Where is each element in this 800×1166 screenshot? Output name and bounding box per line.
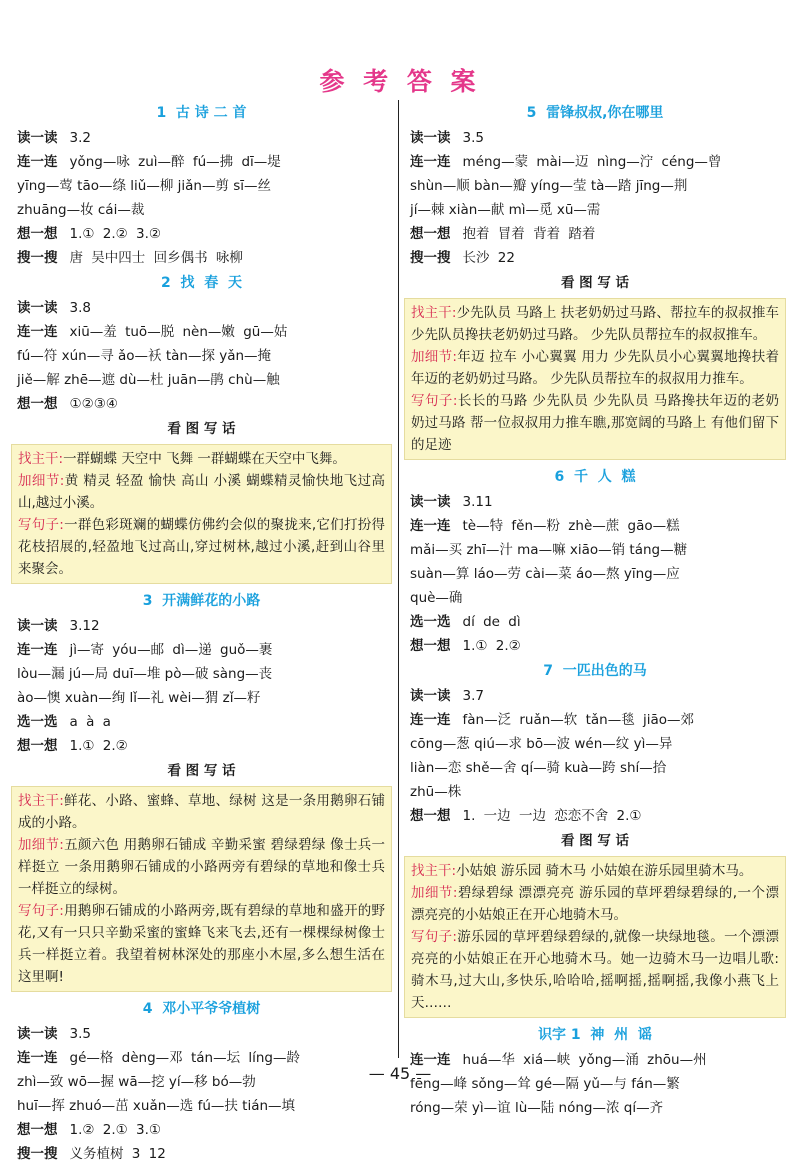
answer-paragraph: 写句子:游乐园的草坪碧绿碧绿的,就像一块绿地毯。一个漂漂亮亮的小姑娘正在开心地骑木马。她一边骑木马一边唱儿歌:骑木马,过大山,多快乐,哈哈哈,摇啊摇,摇啊摇,我像小燕飞上天…… <box>411 929 779 1011</box>
page-title: 参 考 答 案 <box>319 67 481 96</box>
souyisou-row: 搜一搜 唐 吴中四士 回乡偶书 咏柳 <box>17 250 243 266</box>
xuanyixuan-row: 选一选 a à a <box>17 714 111 730</box>
answer-paragraph: 写句子:一群色彩斑斓的蝴蝶仿佛约会似的聚拢来,它们打扮得花枝招展的,轻盈地飞过高山,穿过树林,越过小溪,赶到山谷里来聚会。 <box>18 517 385 577</box>
duyidu-row: 读一读 3.8 <box>17 300 91 316</box>
left-column <box>11 100 392 1166</box>
duyidu-row: 读一读 3.2 <box>17 130 91 146</box>
write-title: 看 图 写 话 <box>560 833 630 849</box>
writing-answer-box <box>11 786 392 992</box>
xiangyixiang-row: 想一想 1.② 2.① 3.① <box>17 1122 162 1138</box>
writing-answer-box <box>404 856 786 1018</box>
write-title: 看 图 写 话 <box>167 763 236 779</box>
answer-paragraph: 加细节:年迈 拉车 小心翼翼 用力 少先队员小心翼翼地搀扶着年迈的老奶奶过马路。 少先队员帮拉车的叔叔用力推车。 <box>411 349 779 387</box>
answer-paragraph: 加细节:碧绿碧绿 漂漂亮亮 游乐园的草坪碧绿碧绿的,一个漂漂亮亮的小姑娘正在开心地骑木马。 <box>411 885 779 923</box>
lianyilian-row: 连一连 yǒng—咏 zuì—醉 fú—拂 dī—堤 <box>17 154 281 170</box>
lianyilian-line: ào—懊 xuàn—绚 lǐ—礼 wèi—猬 zǐ—籽 <box>17 690 261 706</box>
section-title: 1 古 诗 二 首 <box>156 105 247 121</box>
writing-answer-box <box>11 444 392 584</box>
write-title: 看 图 写 话 <box>560 275 630 291</box>
lianyilian-line: zhì—致 wō—握 wā—挖 yí—移 bó—勃 <box>17 1074 256 1090</box>
answer-paragraph: 找主干:一群蝴蝶 天空中 飞舞 一群蝴蝶在天空中飞舞。 <box>18 451 346 467</box>
section-title: 4 邓小平爷爷植树 <box>142 1001 261 1017</box>
xiangyixiang-row: 想一想 1.① 2.② <box>17 738 128 754</box>
section-title: 6 千 人 糕 <box>554 469 636 485</box>
souyisou-row: 搜一搜 长沙 22 <box>410 250 515 266</box>
lianyilian-row: 连一连 tè—特 fěn—粉 zhè—蔗 gāo—糕 <box>410 518 680 534</box>
xuanyixuan-row: 选一选 dí de dì <box>410 614 521 630</box>
xiangyixiang-row: 想一想 抱着 冒着 背着 踏着 <box>410 226 596 242</box>
lianyilian-row: 连一连 méng—蒙 mài—迈 nìng—泞 céng—曾 <box>410 154 722 170</box>
lianyilian-row: 连一连 gé—格 dèng—邓 tán—坛 líng—龄 <box>17 1050 300 1066</box>
duyidu-row: 读一读 3.12 <box>17 618 100 634</box>
page-number: — 45 — <box>368 1064 432 1083</box>
section-title: 7 一匹出色的马 <box>543 663 647 679</box>
duyidu-row: 读一读 3.5 <box>17 1026 91 1042</box>
lianyilian-line: liàn—恋 shě—舍 qí—骑 kuà—跨 shí—拾 <box>410 760 667 776</box>
answer-paragraph: 找主干:少先队员 马路上 扶老奶奶过马路、帮拉车的叔叔推车 少先队员搀扶老奶奶过马路。 少先队员帮拉车的叔叔推车。 <box>411 305 779 343</box>
lianyilian-line: jiě—解 zhē—遮 dù—杜 juān—鹃 chù—触 <box>17 372 280 388</box>
section-title: 2 找 春 天 <box>161 275 242 291</box>
xiangyixiang-row: 想一想 1.① 2.② 3.② <box>17 226 162 242</box>
answer-paragraph: 写句子:长长的马路 少先队员 少先队员 马路搀扶年迈的老奶奶过马路 帮一位叔叔用力推车瞧,那宽阔的马路上 有他们留下的足迹 <box>411 393 779 453</box>
right-column <box>404 100 786 1120</box>
lianyilian-line: fēng—峰 sǒng—耸 gé—隔 yǔ—与 fán—繁 <box>410 1076 680 1092</box>
lianyilian-row: 连一连 fàn—泛 ruǎn—软 tǎn—毯 jiāo—郊 <box>410 712 695 728</box>
xiangyixiang-row: 想一想 1. 一边 一边 恋恋不舍 2.① <box>410 808 642 824</box>
lianyilian-row: 连一连 jì—寄 yóu—邮 dì—递 guǒ—裹 <box>17 642 273 658</box>
section-title: 识字 1 神 州 谣 <box>538 1027 652 1043</box>
xiangyixiang-row: 想一想 1.① 2.② <box>410 638 521 654</box>
section-title: 3 开满鲜花的小路 <box>142 593 261 609</box>
duyidu-row: 读一读 3.7 <box>410 688 484 704</box>
lianyilian-line: fú—符 xún—寻 ǎo—袄 tàn—探 yǎn—掩 <box>17 348 272 364</box>
lianyilian-line: yīng—莺 tāo—绦 liǔ—柳 jiǎn—剪 sī—丝 <box>17 178 272 194</box>
answer-paragraph: 找主干:小姑娘 游乐园 骑木马 小姑娘在游乐园里骑木马。 <box>411 863 753 879</box>
souyisou-row: 搜一搜 义务植树 3 12 <box>17 1146 166 1162</box>
lianyilian-line: róng—荣 yì—谊 lù—陆 nóng—浓 qí—齐 <box>410 1100 664 1116</box>
lianyilian-row: 连一连 huá—华 xiá—峡 yǒng—涌 zhōu—州 <box>410 1052 707 1068</box>
section-title: 5 雷锋叔叔,你在哪里 <box>526 105 664 121</box>
lianyilian-row: 连一连 xiū—羞 tuō—脱 nèn—嫩 gū—姑 <box>17 324 288 340</box>
lianyilian-line: jí—棘 xiàn—献 mì—觅 xū—需 <box>410 202 601 218</box>
answer-paragraph: 找主干:鲜花、小路、蜜蜂、草地、绿树 这是一条用鹅卵石铺成的小路。 <box>18 793 385 831</box>
lianyilian-line: huī—挥 zhuó—茁 xuǎn—选 fú—扶 tián—填 <box>17 1098 296 1114</box>
writing-answer-box <box>404 298 786 460</box>
answer-paragraph: 写句子:用鹅卵石铺成的小路两旁,既有碧绿的草地和盛开的野花,又有一只只辛勤采蜜的蜜蜂飞来飞去,还有一棵棵绿树像士兵一样挺立着。我望着树林深处的那座小木屋,多么想生活在这里啊! <box>18 903 385 985</box>
xiangyixiang-row: 想一想 ①②③④ <box>17 396 118 412</box>
answer-paragraph: 加细节:五颜六色 用鹅卵石铺成 辛勤采蜜 碧绿碧绿 像士兵一样挺立 一条用鹅卵石铺成的小路两旁有碧绿的草地和像士兵一样挺立的绿树。 <box>18 837 385 897</box>
lianyilian-line: mǎi—买 zhī—汁 ma—嘛 xiāo—销 táng—糖 <box>410 542 688 558</box>
lianyilian-line: shùn—顺 bàn—瓣 yíng—莹 tà—踏 jīng—荆 <box>410 178 688 194</box>
lianyilian-line: què—确 <box>410 590 463 606</box>
lianyilian-line: zhuāng—妆 cái—裁 <box>17 202 145 218</box>
answer-paragraph: 加细节:黄 精灵 轻盈 愉快 高山 小溪 蝴蝶精灵愉快地飞过高山,越过小溪。 <box>18 473 385 511</box>
column-divider <box>398 100 399 1058</box>
write-title: 看 图 写 话 <box>167 421 236 437</box>
duyidu-row: 读一读 3.5 <box>410 130 484 146</box>
lianyilian-line: cōng—葱 qiú—求 bō—波 wén—纹 yì—异 <box>410 736 673 752</box>
lianyilian-line: suàn—算 láo—劳 cài—菜 áo—熬 yīng—应 <box>410 566 680 582</box>
lianyilian-line: zhū—株 <box>410 784 462 800</box>
lianyilian-line: lòu—漏 jú—局 duī—堆 pò—破 sàng—丧 <box>17 666 273 682</box>
duyidu-row: 读一读 3.11 <box>410 494 493 510</box>
